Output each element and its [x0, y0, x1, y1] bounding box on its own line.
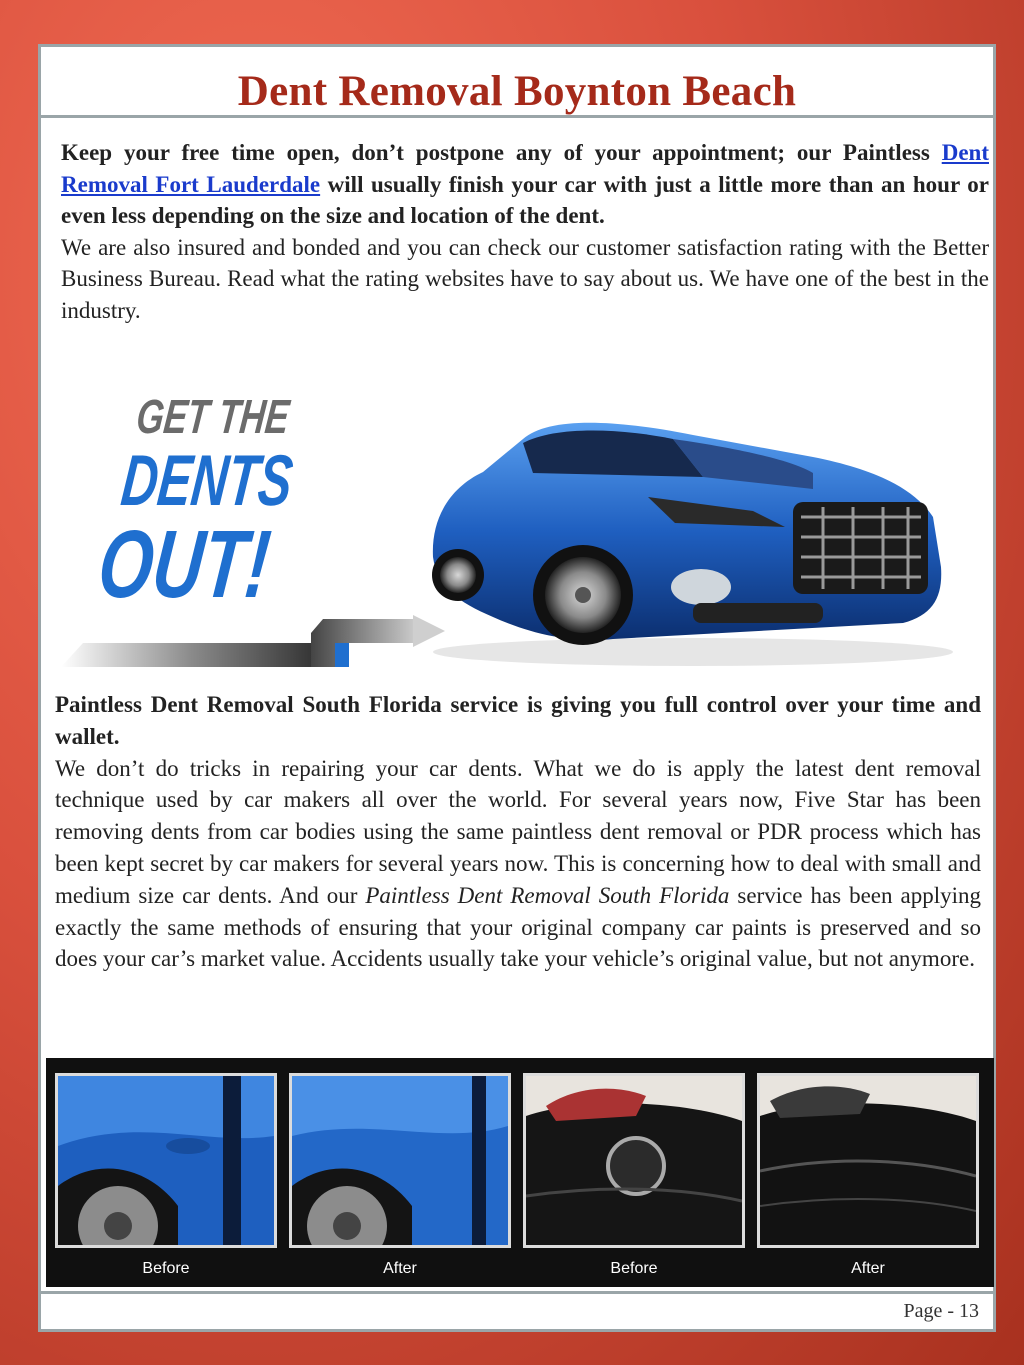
hero-line-out: OUT!	[93, 511, 340, 618]
ribbon-arrow-graphic	[61, 615, 445, 667]
gallery-photo-after-1	[289, 1073, 511, 1248]
gallery-photo-after-2	[757, 1073, 979, 1248]
gallery-photo-before-1	[55, 1073, 277, 1248]
intro-body: We are also insured and bonded and you can check our customer satisfaction rating with the Better Business Bureau. Read what the rating websites have to say about us. We have one of the best in the industry.	[61, 234, 989, 323]
page-number: Page - 13	[903, 1300, 979, 1322]
section-body-text-1: We don’t do tricks in repairing your car dents. What we do is apply the latest dent removal technique used by car makers all over the world. For several years now, Five Star has been removing dents from car bodies using the same paintless dent removal or PDR process which has been kept secret by car makers for several years now. This is concerning how to deal with small and medium size car dents. And our	[55, 755, 981, 908]
gallery-photo-before-2	[523, 1073, 745, 1248]
page-title: Dent Removal Boynton Beach	[237, 68, 797, 115]
gallery-caption-3: Before	[610, 1260, 658, 1277]
section-body-italic: Paintless Dent Removal South Florida	[365, 882, 730, 908]
before-after-gallery	[46, 1058, 994, 1287]
hero-line-get-the: GET THE	[133, 390, 348, 444]
section-body-text-2: service has been applying exactly the same methods of ensuring that your original company car paints is preserved and so does your car’s market value. Accidents usually take your vehicle’s original value, but not anymore.	[55, 882, 981, 972]
intro-lead-text-1: Keep your free time open, don’t postpone any of your appointment; our Paintless	[61, 140, 942, 165]
section-pdr	[55, 689, 981, 975]
intro-section	[61, 137, 989, 326]
footer-divider	[41, 1291, 993, 1294]
gallery-caption-4: After	[851, 1260, 885, 1277]
section-heading: Paintless Dent Removal South Florida service is giving you full control over your time and wallet.	[55, 692, 981, 749]
intro-lead	[61, 137, 989, 232]
hero-line-dents: DENTS	[117, 441, 371, 521]
section-body	[55, 753, 981, 976]
intro-lead-text-2: will usually finish your car with just a little more than an hour or even less depending on the size and location of the dent.	[61, 171, 990, 228]
gallery-caption-1: Before	[142, 1260, 190, 1277]
title-band	[41, 47, 993, 118]
document-page	[38, 44, 996, 1332]
gallery-caption-2: After	[383, 1260, 417, 1277]
blue-car-illustration	[432, 423, 953, 666]
dent-removal-fort-lauderdale-link[interactable]: Dent Removal Fort Lauderdale	[61, 140, 989, 197]
hero-banner	[53, 377, 973, 667]
